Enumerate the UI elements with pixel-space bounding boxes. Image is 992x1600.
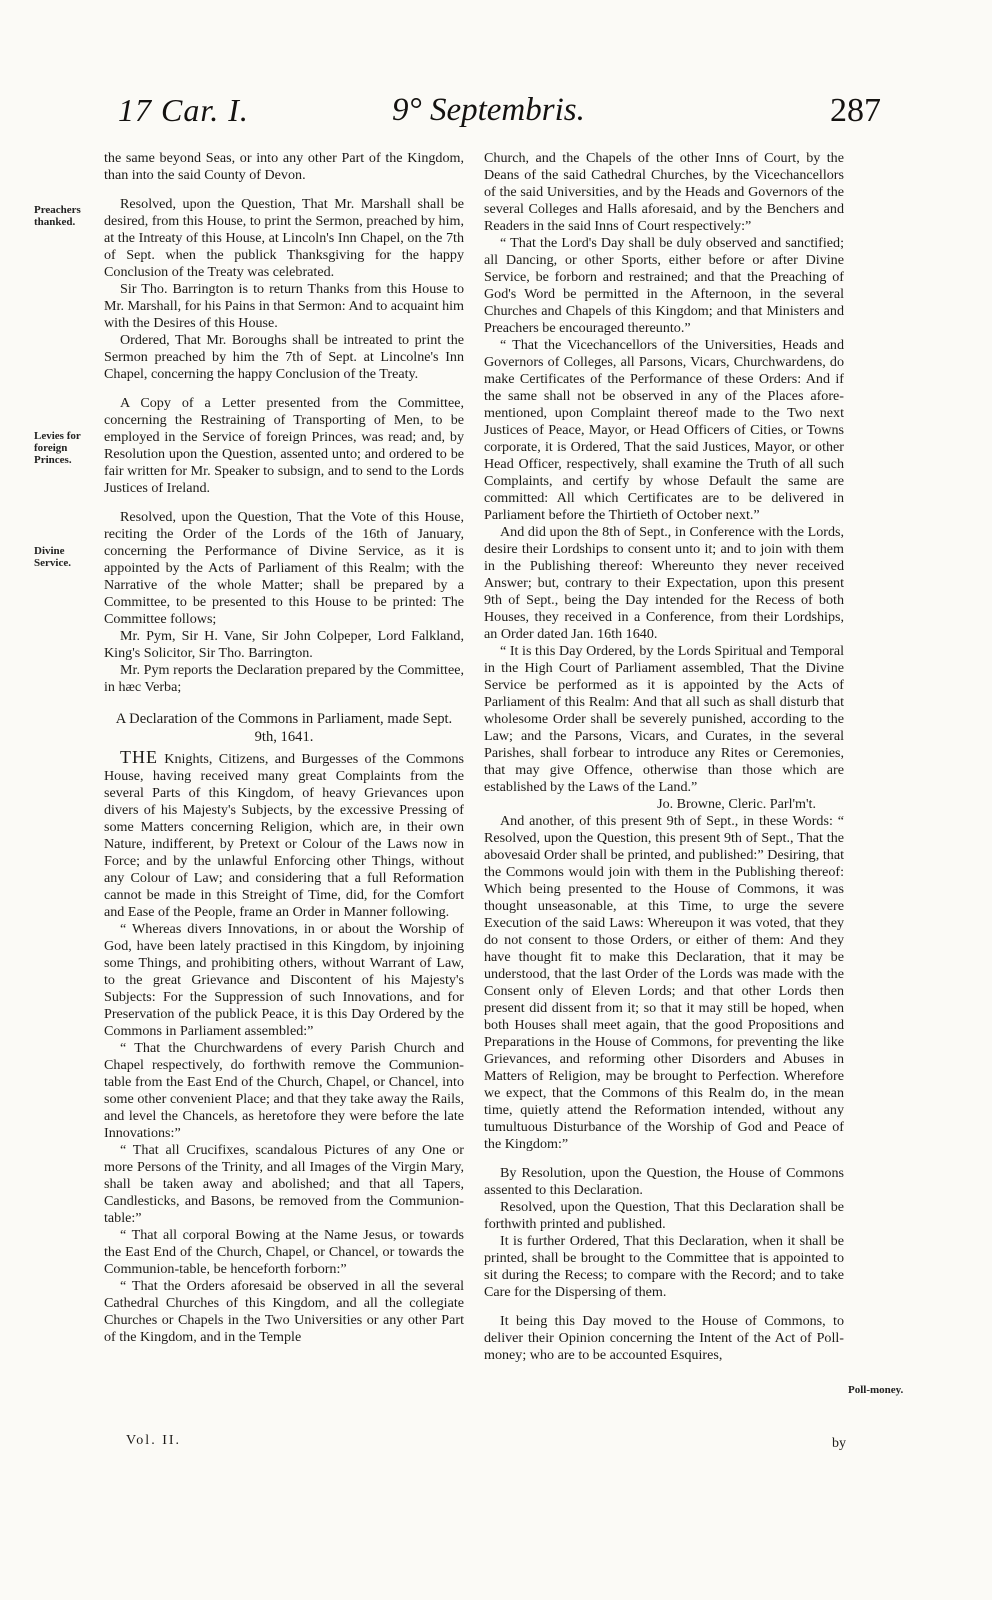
paragraph: Knights, Citizens, and Burgesses of the Commons House, having received many great Complaints from the several Parts of this Kingdom, of heavy Grievances upon divers of his Majesty's Subjects, by the excessive Pressing of some Matters concerning Religion, which are, in their own Nature, indifferent, by Pretext or Colour of the Laws now in Force; and by the unlawful Enforcing other Things, without any Colour of Law; and considering that a full Reformation cannot be made in this Streight of Time, did, for the Comfort and Ease of the People, frame an Order in Manner following. (104, 751, 464, 920)
paragraph: Mr. Pym, Sir H. Vane, Sir John Colpeper, Lord Falkland, King's Solicitor, Sir Tho. Barrington. (104, 628, 464, 661)
paragraph: “ That all Crucifixes, scandalous Pictures of any One or more Persons of the Trinity, and all Images of the Virgin Mary, shall be taken away and abolished; and that all Tapers, Candlesticks, and Basons, be removed from the Communion-table:” (104, 1142, 464, 1226)
catchword: by (832, 1436, 846, 1451)
paragraph: Sir Tho. Barrington is to return Thanks from this House to Mr. Marshall, for his Pains in that Sermon: And to acquaint him with the Desires of this House. (104, 281, 464, 331)
paragraph: A Copy of a Letter presented from the Committee, concerning the Restraining of Transporting of Men, to be employed in the Service of foreign Princes, was read; and, by Resolution upon the Question, assented unto; and ordered to be fair written for Mr. Speaker to subsign, and to send to the Lords Justices of Ireland. (104, 395, 464, 496)
left-column (104, 150, 464, 1346)
paragraph: By Resolution, upon the Question, the House of Commons assented to this Declaration. (484, 1165, 844, 1198)
drop-word: THE (120, 747, 158, 767)
margin-note-levies: Levies for foreign Princes. (34, 430, 81, 466)
paragraph: Resolved, upon the Question, That Mr. Marshall shall be desired, from this House, to print the Sermon, preached by him, at the Intreaty of this House, at Lincoln's Inn Chapel, on the 7th of Sept. when the publick Thanksgiving for the happy Conclusion of the Treaty was celebrated. (104, 196, 464, 280)
paragraph: Ordered, That Mr. Boroughs shall be intreated to print the Sermon preached by him the 7th of Sept. at Lincolne's Inn Chapel, concerning the happy Conclusion of the Treaty. (104, 332, 464, 382)
paragraph: And another, of this present 9th of Sept., in these Words: “ Resolved, upon the Question, this present 9th of Sept., That the abovesaid Order shall be printed, and published:” Desiring, that the Commons would join with them in the Publishing thereof: Which being presented to the House of Commons, it was thought unseasonable, at this Time, to urge the severe Execution of the said Laws: Whereupon it was voted, that they do not consent to those Orders, or either of them: And they have thought fit to make this Declaration, that it may be understood, that the last Order of the Lords was made with the Consent only of Eleven Lords; and that other Lords then present did dissent from it; so that it may still be hoped, when both Houses shall meet again, that the good Propositions and Preparations in the House of Commons, for preventing the like Grievances, and reforming other Disorders and Abuses in Matters of Religion, may be brought to Perfection. Wherefore we expect, that the Commons of this Realm do, in the mean time, quietly attend the Reformation intended, without any tumultuous Disturbance of the Worship of God and Peace of the Kingdom:” (484, 813, 844, 1152)
paragraph: It is further Ordered, That this Declaration, when it shall be printed, shall be brought to the Committee that is appointed to sit during the Recess; to compare with the Record; and to take Care for the Dispersing of them. (484, 1233, 844, 1300)
paragraph: “ That the Orders aforesaid be observed in all the several Cathedral Churches of this Kingdom, and all the collegiate Churches or Chapels in the Two Universities or any other Part of the Kingdom, and in the Temple (104, 1278, 464, 1345)
running-head-date: 9° Septembris. (392, 92, 585, 128)
page-number: 287 (830, 92, 881, 129)
declaration-heading: A Declaration of the Commons in Parliament, made Sept. 9th, 1641. (115, 711, 453, 745)
paragraph: Resolved, upon the Question, That this Declaration shall be forthwith printed and published. (484, 1199, 844, 1232)
paragraph: “ Whereas divers Innovations, in or about the Worship of God, have been lately practised in this Kingdom, by injoining some Things, and prohibiting others, without Warrant of Law, to the great Grievance and Discontent of his Majesty's Subjects: For the Suppression of such Innovations, and for Preservation of the publick Peace, it is this Day Ordered by the Commons in Parliament assembled:” (104, 921, 464, 1039)
paragraph: “ That all corporal Bowing at the Name Jesus, or towards the East End of the Church, Chapel, or Chancel, or towards the Communion-table, be henceforth forborn:” (104, 1227, 464, 1277)
volume-mark: Vol. II. (126, 1433, 182, 1448)
paragraph: “ That the Lord's Day shall be duly observed and sanctified; all Dancing, or other Sports, either before or after Divine Service, be forborn and restrained; and that the Preaching of God's Word be permitted in the Afternoon, in the several Churches and Chapels of this Kingdom; and that Ministers and Preachers be encouraged thereunto.” (484, 235, 844, 336)
running-head-reign: 17 Car. I. (118, 92, 249, 128)
paragraph: Church, and the Chapels of the other Inns of Court, by the Deans of the said Cathedral Churches, by the Vicechancellors of the said Universities, and by the Heads and Governors of the several Colleges and Halls aforesaid, and by the Benchers and Readers in the said Inns of Court respectively:” (484, 150, 844, 234)
paragraph: Mr. Pym reports the Declaration prepared by the Committee, in hæc Verba; (104, 662, 464, 695)
paragraph: Resolved, upon the Question, That the Vote of this House, reciting the Order of the Lords of the 16th of January, concerning the Performance of Divine Service, as it is appointed by the Acts of Parliament of this Realm; with the Narrative of the whole Matter; shall be prepared by a Committee, to be presented to this House to be printed: The Committee follows; (104, 509, 464, 627)
paragraph: It being this Day moved to the House of Commons, to deliver their Opinion concerning the Intent of the Act of Poll-money; who are to be accounted Esquires, (484, 1313, 844, 1363)
paragraph: “ That the Churchwardens of every Parish Church and Chapel respectively, do forthwith remove the Communion-table from the East End of the Church, Chapel, or Chancel, into some other convenient Place; and that they take away the Rails, and level the Chancels, as heretofore they were before the late Innovations:” (104, 1040, 464, 1141)
paragraph: And did upon the 8th of Sept., in Conference with the Lords, desire their Lordships to consent unto it; and to join with them in the Publishing thereof: Whereunto they never received Answer; but, contrary to their Expectation, upon this present 9th of Sept., being the Day intended for the Recess of both Houses, they received in a Conference, from their Lordships, an Order dated Jan. 16th 1640. (484, 524, 844, 642)
paragraph: the same beyond Seas, or into any other Part of the Kingdom, than into the said County of Devon. (104, 150, 464, 183)
paragraph: “ That the Vicechancellors of the Universities, Heads and Governors of Colleges, all Parsons, Vicars, Churchwardens, do make Certificates of the Performance of these Orders: And if the same shall not be observed in any of the Places afore-mentioned, upon Complaint thereof made to the Two next Justices of Peace, Mayor, or Head Officers of Cities, or Towns corporate, it is Ordered, That the said Justices, Mayor, or other Head Officer, respectively, shall examine the Truth of all such Complaints, and certify by whose Default the same are committed: All which Certificates are to be delivered in Parliament before the Thirtieth of October next.” (484, 337, 844, 523)
signature: Jo. Browne, Cleric. Parl'm't. (657, 796, 816, 812)
paragraph: “ It is this Day Ordered, by the Lords Spiritual and Temporal in the High Court of Parliament assembled, That the Divine Service be performed as it is appointed by the Acts of Parliament of this Realm: And that all such as shall disturb that wholesome Order shall be severely punished, according to the Law; and the Parsons, Vicars, and Curates, in the several Parishes, shall forbear to introduce any Rites or Ceremonies, that may give Offence, otherwise than those which are established by the Laws of the Land.” (484, 643, 844, 795)
margin-note-preachers: Preachers thanked. (34, 204, 81, 228)
margin-note-poll-money: Poll-money. (848, 1384, 904, 1396)
margin-note-divine-service: Divine Service. (34, 545, 71, 569)
right-column (484, 150, 844, 1364)
